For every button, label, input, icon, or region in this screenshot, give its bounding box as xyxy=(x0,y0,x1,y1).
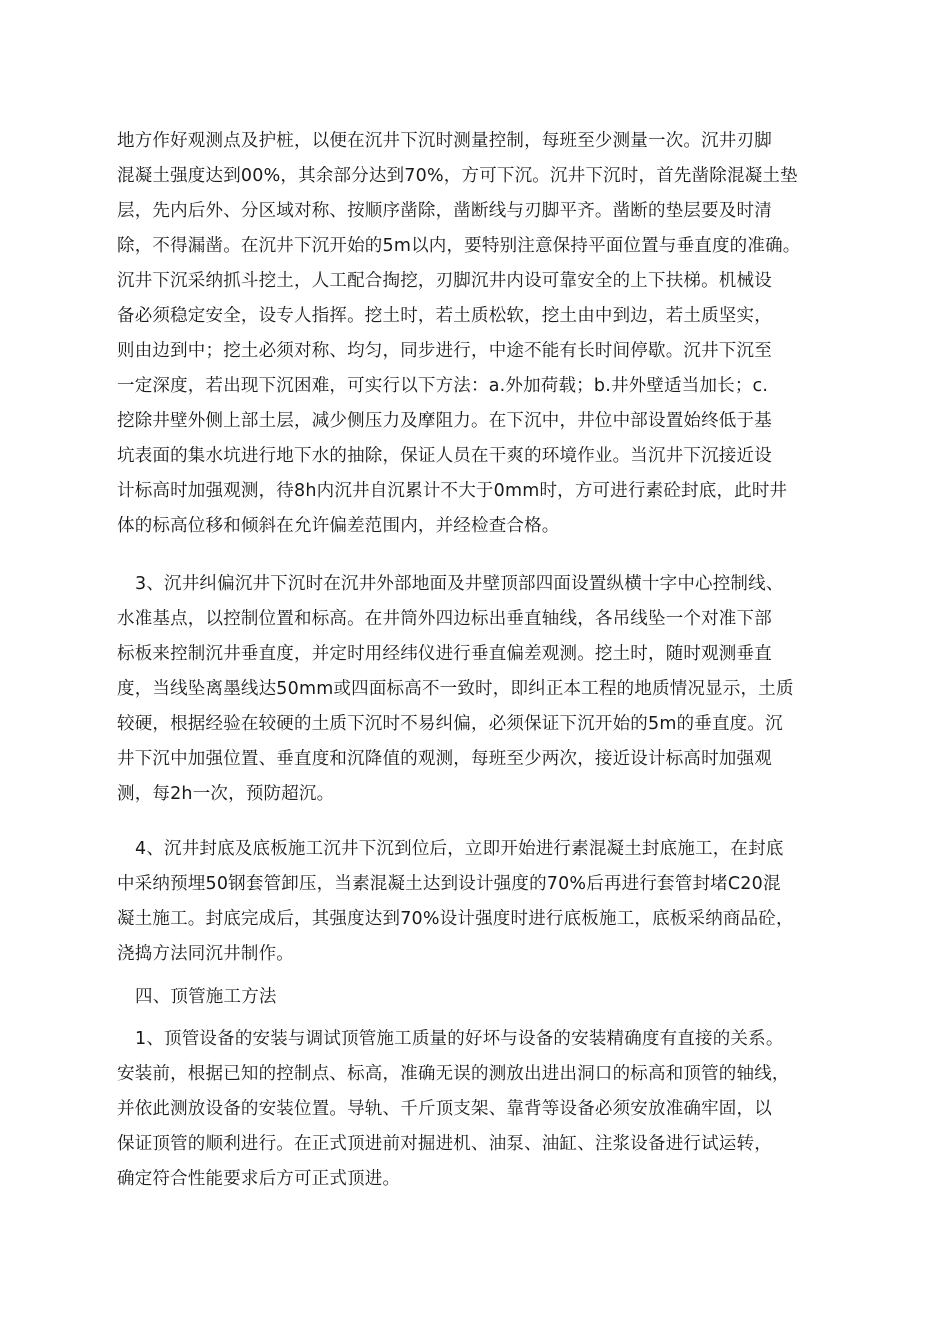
text-line: 坑表面的集水坑进行地下水的抽除，保证人员在干爽的环境作业。当沉井下沉接近设 xyxy=(117,446,772,466)
text-line: 度，当线坠离墨线达50mm或四面标高不一致时，即纠正本工程的地质情况显示，土质 xyxy=(117,679,794,699)
text-line: 安装前，根据已知的控制点、标高，准确无误的测放出进出洞口的标高和顶管的轴线， xyxy=(117,1064,790,1084)
text-line: 计标高时加强观测，待8h内沉井自沉累计不大于0mm时，方可进行素砼封底，此时井 xyxy=(117,481,788,501)
text-line: 体的标高位移和倾斜在允许偏差范围内，并经检查合格。 xyxy=(117,516,560,536)
section-heading: 四、顶管施工方法 xyxy=(135,987,277,1007)
text-line: 备必须稳定安全，设专人指挥。挖土时，若土质松软，挖土由中到边，若土质坚实， xyxy=(117,306,772,326)
text-line: 浇捣方法同沉井制作。 xyxy=(117,944,294,964)
text-line: 则由边到中；挖土必须对称、均匀，同步进行，中途不能有长时间停歇。沉井下沉至 xyxy=(117,341,772,361)
text-line: 层，先内后外、分区域对称、按顺序凿除，凿断线与刃脚平齐。凿断的垫层要及时清 xyxy=(117,201,772,221)
text-line: 中采纳预埋50钢套管卸压，当素混凝土达到设计强度的70%后再进行套管封堵C20混 xyxy=(117,874,781,894)
paragraph-heading-1: 1、顶管设备的安装与调试顶管施工质量的好坏与设备的安装精确度有直接的关系。 xyxy=(135,1029,784,1049)
text-line: 地方作好观测点及护桩，以便在沉井下沉时测量控制，每班至少测量一次。沉井刃脚 xyxy=(117,131,772,151)
paragraph-heading-3: 3、沉井纠偏沉井下沉时在沉井外部地面及井壁顶部四面设置纵横十字中心控制线、 xyxy=(135,574,784,594)
text-line: 沉井下沉采纳抓斗挖土，人工配合掏挖，刃脚沉井内设可靠安全的上下扶梯。机械设 xyxy=(117,271,772,291)
paragraph-heading-4: 4、沉井封底及底板施工沉井下沉到位后，立即开始进行素混凝土封底施工，在封底 xyxy=(135,839,784,859)
text-line: 标板来控制沉井垂直度，并定时用经纬仪进行垂直偏差观测。挖土时，随时观测垂直 xyxy=(117,644,772,664)
text-line: 混凝土强度达到00%，其余部分达到70%，方可下沉。沉井下沉时，首先凿除混凝土垫 xyxy=(117,166,798,186)
text-line: 凝土施工。封底完成后，其强度达到70%设计强度时进行底板施工，底板采纳商品砼， xyxy=(117,909,794,929)
text-line: 确定符合性能要求后方可正式顶进。 xyxy=(117,1169,401,1189)
text-line: 并依此测放设备的安装位置。导轨、千斤顶支架、靠背等设备必须安放准确牢固，以 xyxy=(117,1099,772,1119)
text-line: 挖除井壁外侧上部土层，减少侧压力及摩阻力。在下沉中，井位中部设置始终低于基 xyxy=(117,411,772,431)
text-line: 保证顶管的顺利进行。在正式顶进前对掘进机、油泵、油缸、注浆设备进行试运转， xyxy=(117,1134,772,1154)
text-line: 井下沉中加强位置、垂直度和沉降值的观测，每班至少两次，接近设计标高时加强观 xyxy=(117,749,772,769)
text-line: 水准基点，以控制位置和标高。在井筒外四边标出垂直轴线，各吊线坠一个对准下部 xyxy=(117,609,772,629)
text-line: 测，每2h一次，预防超沉。 xyxy=(117,784,335,804)
text-line: 一定深度，若出现下沉困难，可实行以下方法：a.外加荷载；b.井外壁适当加长；c. xyxy=(117,376,769,396)
text-line: 除，不得漏凿。在沉井下沉开始的5m以内，要特别注意保持平面位置与垂直度的准确。 xyxy=(117,236,801,256)
text-line: 较硬，根据经验在较硬的土质下沉时不易纠偏，必须保证下沉开始的5m的垂直度。沉 xyxy=(117,714,783,734)
